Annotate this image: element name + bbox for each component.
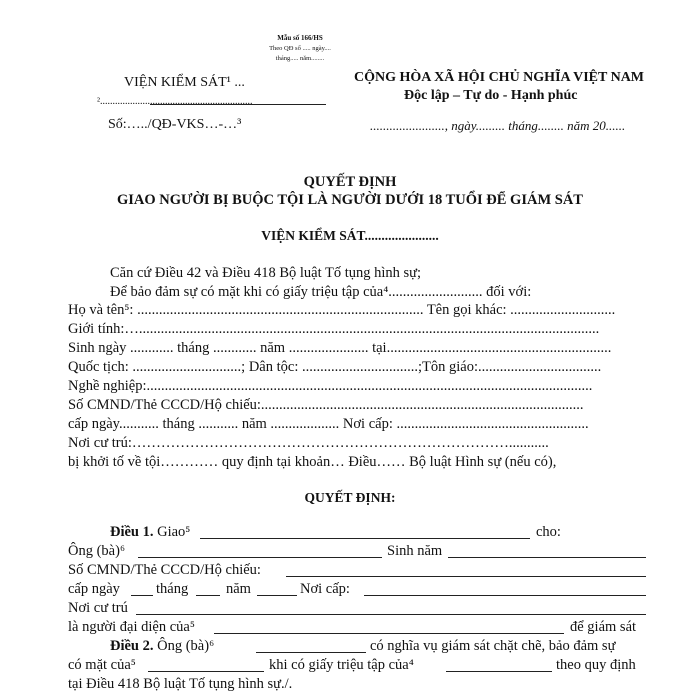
basis-line: Để bảo đảm sự có mặt khi có giấy triệu tập của⁴.......................... đối với:: [110, 284, 532, 300]
field-occupation: Nghề nghiệp:...........................................................................................................................: [68, 378, 593, 394]
document-number: Số:…../QĐ-VKS…-…³: [108, 117, 242, 132]
doc-subtitle: GIAO NGƯỜI BỊ BUỘC TỘI LÀ NGƯỜI DƯỚI 18 TUỔI ĐỂ GIÁM SÁT: [117, 192, 583, 208]
representative-label: là người đại diện của⁵: [68, 619, 195, 635]
issuer: VIỆN KIỂM SÁT......................: [261, 228, 439, 243]
fill-line: [286, 576, 646, 577]
issue-date: ......................., ngày......... tháng........ năm 20......: [370, 118, 626, 133]
article-2-line2b: khi có giấy triệu tập của⁴: [269, 657, 414, 673]
agency-name: VIỆN KIỂM SÁT¹ ...: [124, 75, 245, 90]
issue-date-label: cấp ngày: [68, 581, 120, 597]
nation-title: CỘNG HÒA XÃ HỘI CHỦ NGHĨA VIỆT NAM: [354, 70, 645, 85]
fill-line: [131, 595, 153, 596]
decision-heading: QUYẾT ĐỊNH:: [304, 490, 396, 505]
doc-title: QUYẾT ĐỊNH: [303, 174, 397, 190]
issue-place-label: Nơi cấp:: [300, 581, 350, 597]
fill-line: [256, 652, 366, 653]
agency-sub: ².............................................................: [97, 96, 253, 107]
header-underline: [150, 104, 326, 105]
id-label: Số CMND/Thẻ CCCD/Hộ chiếu:: [68, 562, 261, 578]
fill-line: [138, 557, 382, 558]
field-id-issue: cấp ngày........... tháng ........... năm ................... Nơi cấp: .....................................................: [68, 416, 589, 432]
fill-line: [136, 614, 646, 615]
form-ref-line: Theo QĐ số ..... ngày....: [269, 45, 331, 52]
fill-line: [148, 671, 264, 672]
fill-line: [257, 595, 297, 596]
article-2-text: có nghĩa vụ giám sát chặt chẽ, bảo đảm sự: [370, 638, 616, 654]
fill-line: [446, 671, 552, 672]
article-2-line3: tại Điều 418 Bộ luật Tố tụng hình sự./.: [68, 676, 293, 692]
supervise-label: để giám sát: [570, 619, 637, 635]
form-ref-line: tháng..... năm........: [275, 55, 325, 62]
field-id-number: Số CMND/Thẻ CCCD/Hộ chiếu:.........................................................................................: [68, 397, 584, 413]
article-2-line2a: có mặt của⁵: [68, 657, 136, 673]
art1-cho: cho:: [536, 524, 561, 540]
residence-label: Nơi cư trú: [68, 600, 128, 616]
field-residence: Nơi cư trú:……………………………………………………………………...........: [68, 435, 549, 451]
fill-line: [448, 557, 646, 558]
article-2: Điều 2. Ông (bà)⁶: [110, 638, 215, 654]
birth-year-label: Sinh năm: [387, 543, 443, 559]
basis-line: Căn cứ Điều 42 và Điều 418 Bộ luật Tố tụng hình sự;: [110, 265, 422, 281]
fill-line: [200, 538, 530, 539]
month-label: tháng: [156, 581, 189, 597]
form-code: Mẫu số 166/HS: [277, 34, 323, 42]
fill-line: [214, 633, 564, 634]
article-2-line2c: theo quy định: [556, 657, 636, 673]
year-label: năm: [226, 581, 251, 597]
field-charge: bị khởi tố về tội………… quy định tại khoản… Điều…… Bộ luật Hình sự (nếu có),: [68, 454, 557, 470]
field-nationality: Quốc tịch: ..............................; Dân tộc: ................................;Tôn giáo:..................................: [68, 359, 602, 375]
article-1: Điều 1. Giao⁵: [110, 524, 191, 540]
field-full-name: Họ và tên⁵: ............................................................................... Tên gọi khác: .............................: [68, 302, 616, 318]
field-birth: Sinh ngày ............ tháng ............ năm ...................... tại..............................................................: [68, 340, 612, 356]
field-gender: Giới tính:…...............................................................................................................................: [68, 321, 600, 337]
guardian-label: Ông (bà)⁶: [68, 543, 125, 559]
nation-motto: Độc lập – Tự do - Hạnh phúc: [404, 88, 578, 103]
fill-line: [364, 595, 646, 596]
fill-line: [196, 595, 220, 596]
